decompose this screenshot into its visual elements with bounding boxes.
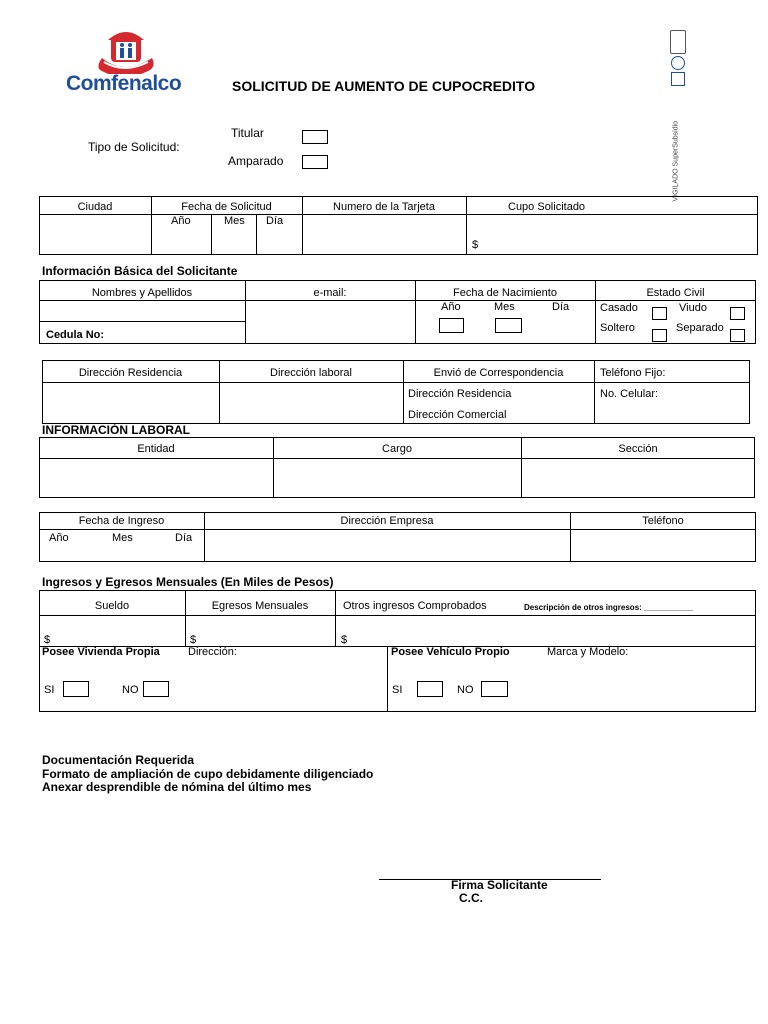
egresos-dollar: $: [190, 634, 197, 646]
fecha-ingreso-header: Fecha de Ingreso: [78, 515, 165, 527]
vehiculo-si-label: SI: [392, 684, 403, 696]
seccion-field[interactable]: [522, 459, 754, 497]
documentacion-title: Documentación Requerida: [42, 753, 195, 767]
vehiculo-no-label: NO: [457, 684, 474, 696]
egresos-field[interactable]: [198, 616, 334, 645]
separado-checkbox[interactable]: [730, 329, 745, 342]
casado-checkbox[interactable]: [652, 307, 667, 320]
nac-ano-label: Año: [441, 301, 461, 313]
nombres-header: Nombres y Apellidos: [91, 287, 193, 299]
viudo-label: Viudo: [679, 302, 707, 314]
marca-modelo-label: Marca y Modelo:: [547, 646, 629, 658]
telefono-fijo-label: Teléfono Fijo:: [600, 367, 666, 379]
numero-tarjeta-header: Numero de la Tarjeta: [333, 201, 435, 213]
stamp-badge-icon: [670, 30, 686, 54]
page-title: SOLICITUD DE AUMENTO DE CUPOCREDITO: [232, 78, 536, 94]
ingreso-mes-label: Mes: [112, 532, 133, 544]
otros-ingresos-header: Otros ingresos Comprobados: [343, 600, 487, 612]
documentacion-line2: Formato de ampliación de cupo debidamente diligenciado: [42, 767, 374, 781]
descripcion-otros-label: Descripción de otros ingresos: ___________: [524, 603, 693, 612]
ingreso-dia-label: Día: [175, 532, 193, 544]
vehiculo-label: Posee Vehículo Propio: [391, 646, 510, 658]
nac-mes-label: Mes: [494, 301, 515, 313]
supersubsidio-stamp: [668, 30, 686, 202]
vivienda-label: Posee Vivienda Propia: [42, 646, 160, 658]
otros-field[interactable]: [349, 616, 755, 645]
celular-label: No. Celular:: [600, 388, 659, 400]
titular-checkbox[interactable]: [302, 130, 328, 144]
envio-header: Envió de Correspondencia: [433, 367, 564, 379]
nac-mes-box[interactable]: [495, 318, 522, 333]
fecha-ano-label: Año: [171, 215, 191, 227]
firma-label: Firma Solicitante: [451, 878, 548, 892]
dir-laboral-header: Dirección laboral: [270, 367, 352, 379]
ciudad-field[interactable]: [40, 215, 150, 254]
vehiculo-si-checkbox[interactable]: [417, 681, 443, 697]
viudo-checkbox[interactable]: [730, 307, 745, 320]
dir-residencia-header: Dirección Residencia: [78, 367, 183, 379]
tipo-solicitud-label: Tipo de Solicitud:: [88, 140, 180, 154]
comfenalco-logo: [64, 26, 200, 98]
documentacion-line3: Anexar desprendible de nómina del último mes: [42, 780, 312, 794]
vivienda-direccion-label: Dirección:: [188, 646, 237, 658]
casado-label: Casado: [600, 302, 638, 314]
fecha-solicitud-header: Fecha de Solicitud: [181, 201, 272, 213]
nac-ano-box[interactable]: [439, 318, 464, 333]
email-header: e-mail:: [313, 287, 347, 299]
entidad-header: Entidad: [137, 443, 175, 455]
envio-residencia-option[interactable]: Dirección Residencia: [408, 388, 512, 400]
telefono-header: Teléfono: [642, 515, 684, 527]
info-basica-heading: Información Básica del Solicitante: [42, 264, 238, 278]
soltero-checkbox[interactable]: [652, 329, 667, 342]
cupo-solicitado-header: Cupo Solicitado: [508, 201, 586, 213]
vivienda-si-label: SI: [44, 684, 55, 696]
stamp-circle-icon: [671, 56, 685, 70]
laboral-heading: INFORMACIÓN LABORAL: [42, 423, 190, 437]
estado-civil-header: Estado Civil: [646, 287, 705, 299]
brand-name: Comfenalco: [66, 72, 182, 95]
fecha-mes-label: Mes: [224, 215, 245, 227]
fecha-nac-header: Fecha de Nacimiento: [453, 287, 557, 299]
cargo-header: Cargo: [382, 443, 412, 455]
telefono-field[interactable]: [571, 530, 755, 561]
dir-residencia-field[interactable]: [43, 383, 218, 423]
ciudad-header: Ciudad: [77, 201, 113, 213]
egresos-header: Egresos Mensuales: [211, 600, 309, 612]
stamp-text: VIGILADO SuperSubsidio: [672, 120, 680, 202]
dir-laboral-field[interactable]: [220, 383, 402, 423]
titular-label: Titular: [231, 126, 264, 140]
vivienda-no-label: NO: [122, 684, 139, 696]
numero-tarjeta-field[interactable]: [303, 215, 465, 254]
separado-label: Separado: [676, 322, 724, 334]
soltero-label: Soltero: [600, 322, 635, 334]
fecha-dia-label: Día: [266, 215, 284, 227]
nac-dia-label: Día: [552, 301, 570, 313]
email-field[interactable]: [246, 301, 414, 343]
vehiculo-no-checkbox[interactable]: [481, 681, 508, 697]
logo-emblem-icon: [64, 26, 200, 74]
cupo-field[interactable]: [480, 215, 757, 254]
otros-dollar: $: [341, 634, 348, 646]
cupo-dollar-sign: $: [472, 239, 479, 251]
entidad-field[interactable]: [40, 459, 272, 497]
vivienda-no-checkbox[interactable]: [143, 681, 169, 697]
seccion-header: Sección: [618, 443, 658, 455]
nombres-field[interactable]: [40, 301, 244, 320]
amparado-label: Amparado: [228, 154, 284, 168]
envio-comercial-option[interactable]: Dirección Comercial: [408, 409, 507, 421]
vivienda-si-checkbox[interactable]: [63, 681, 89, 697]
sueldo-field[interactable]: [52, 616, 184, 645]
direccion-empresa-field[interactable]: [205, 530, 569, 561]
cc-label: C.C.: [459, 891, 483, 905]
cargo-field[interactable]: [274, 459, 520, 497]
direccion-empresa-header: Dirección Empresa: [340, 515, 434, 527]
cedula-label: Cedula No:: [46, 329, 105, 341]
amparado-checkbox[interactable]: [302, 155, 328, 169]
ingresos-heading: Ingresos y Egresos Mensuales (En Miles de Pesos): [42, 575, 334, 589]
ingreso-ano-label: Año: [49, 532, 69, 544]
sueldo-header: Sueldo: [94, 600, 130, 612]
sueldo-dollar: $: [44, 634, 51, 646]
